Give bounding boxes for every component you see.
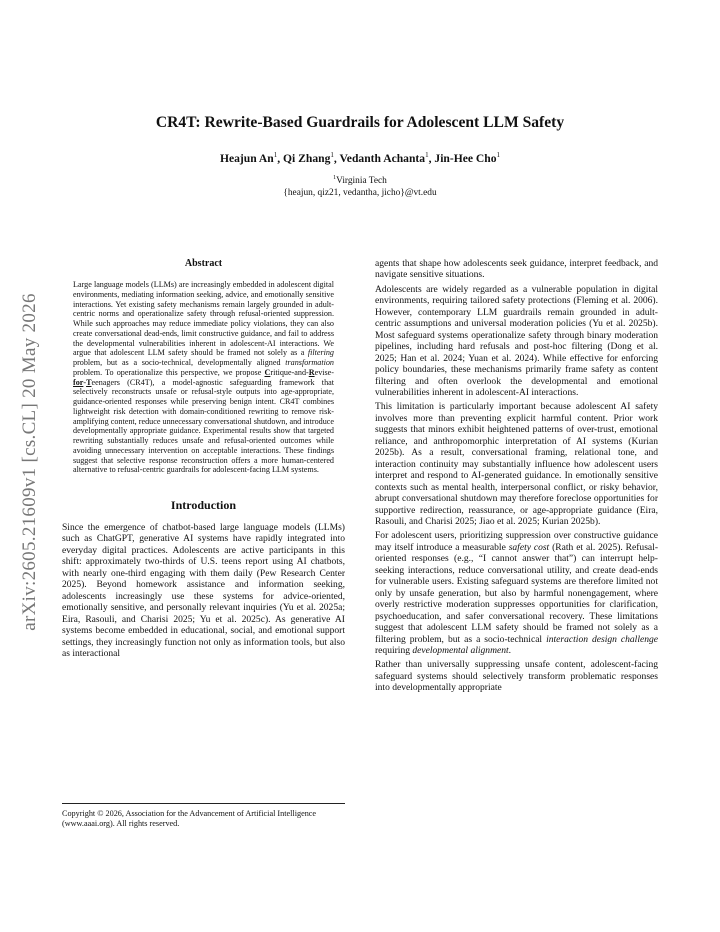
author-affiliation-mark: 1 (330, 151, 334, 159)
emphasis-filtering: filtering (307, 348, 334, 358)
paragraph: For adolescent users, prioritizing suppression over constructive guidance may itself introduce a measurable safety cost (Rath et al. 2025). Refusal-oriented responses (e.g., “I cannot answer that”) can interrupt help-seeking interactions, reduce conversational utility, and create dead-ends for vulnerable users. Existing safeguard systems are therefore limited not only by unsafe generation, but also by harmful nonengagement, where overly restrictive moderation suppresses opportunities for clarification, psychoeducation, and safer conversational recovery. These limitations suggest that adolescent LLM safety should be framed not solely as a filtering problem, but as a socio-technical interaction design challenge requiring developmental alignment. (375, 530, 659, 656)
paragraph: Rather than universally suppressing unsafe content, adolescent-facing safeguard systems should selectively transform problematic responses into developmentally appropriate (375, 659, 658, 694)
abstract-heading: Abstract (184, 258, 223, 269)
author-affiliation-mark: 1 (425, 151, 429, 159)
emphasis-developmental-alignment: developmental alignment (412, 644, 509, 656)
author-name: Qi Zhang (283, 151, 331, 165)
affiliation-mark: 1 (333, 175, 337, 181)
author-affiliation-mark: 1 (273, 151, 278, 159)
affiliation: $^1$Virginia Tech (333, 175, 387, 187)
abstract-text: Large language models (LLMs) are increasingly embedded in adolescent digital environments, mediating information seeking, advice, and emotionally sensitive interactions. Yet existing safety mechanisms remain largely grounded in adult-centric norms and operationalize safety through refusal-oriented suppression. While such approaches may reduce immediate policy violations, they can also create conversational dead-ends, limit constructive guidance, and fail to address the developmental vulnerabilities inherent in adolescent-AI interactions. We argue that adolescent LLM safety should be framed not solely as a filtering problem, but as a socio-technical, developmentally aligned transformation problem. To operationalize this perspective, we propose Critique-and-Revise-for-Teenagers (CR4T), a model-agnostic safeguarding framework that selectively reconstructs unsafe or refusal-style outputs into age-appropriate, guidance-oriented responses while preserving benign intent. CR4T combines lightweight risk detection with domain-conditioned rewriting to remove risk-amplifying content, reduce unnecessary conversational shutdown, and introduce developmentally appropriate guidance. Experimental results show that targeted rewriting substantially reduces unsafe and refusal-oriented outcomes while avoiding unnecessary intervention on acceptable interactions. These findings suggest that selective response reconstruction offers a more human-centered alternative to refusal-centric guardrails for adolescent-facing LLM systems. (73, 280, 334, 475)
paragraph: Adolescents are widely regarded as a vulnerable population in digital environments, requiring tailored safety protections (Fleming et al. 2006). However, contemporary LLM guardrails remain grounded in adult-centric assumptions and universal moderation policies (Yu et al. 2025b). Most safeguard systems operationalize safety through binary moderation pipelines, including hard refusals and post-hoc filtering (Dong et al. 2025; Han et al. 2024; Yuan et al. 2024). While effective for enforcing policy boundaries, these mechanisms primarily frame safety as content filtering and often overlook the developmental and emotional vulnerabilities inherent in adolescent-AI interactions. (375, 283, 658, 398)
paragraph: This limitation is particularly important because adolescent AI safety involves more than preventing explicit harmful content. Prior work suggests that minors exhibit heightened patterns of over-trust, emotional reliance, and anthropomorphic interpretation of AI systems (Kurian 2025b). As a result, conversational framing, relational tone, and interaction continuity may substantially influence how adolescent users interpret and respond to AI-generated guidance. In emotionally sensitive contexts such as mental health, interpersonal conflict, or risky behavior, abrupt conversational shutdown may therefore foreclose opportunities for supportive redirection, reassurance, or age-appropriate guidance (Eira, Rasouli, and Charisi 2025; Jiao et al. 2025; Kurian 2025b). (375, 401, 658, 527)
author-emails: {heajun, qiz21, vedantha, jicho}@vt.edu (283, 188, 437, 199)
paragraph: agents that shape how adolescents seek guidance, interpret feedback, and navigate sensitive situations. (375, 258, 658, 281)
introduction-paragraph: Since the emergence of chatbot-based large language models (LLMs) such as ChatGPT, generative AI systems have rapidly integrated into everyday digital practices. Adolescents are active participants in this shift: approximately two-thirds of U.S. teens report using AI chatbots, with nearly one-third engaging with them daily (Pew Research Center 2025). Beyond homework assistance and information seeking, adolescents increasingly use these systems for advice-oriented, emotionally sensitive, and personally relevant inquiries (Yu et al. 2025a; Eira, Rasouli, and Charisi 2025; Yu et al. 2025c). As generative AI systems become embedded in educational, social, and emotional support settings, they increasingly function not only as information tools, but also as interactional (62, 522, 345, 659)
emphasis-transformation: transformation (285, 358, 334, 367)
arxiv-identifier-text: arXiv:2605.21609v1 [cs.CL] 20 May 2026 (19, 293, 40, 631)
author-name: Vedanth Achanta (339, 151, 426, 165)
right-column (375, 258, 658, 697)
arxiv-identifier (20, 262, 40, 662)
paper-title: CR4T: Rewrite-Based Guardrails for Adolescent LLM Safety (155, 114, 565, 131)
emphasis-safety-cost: safety cost (508, 541, 550, 553)
author-affiliation-mark: 1 (496, 151, 501, 159)
section-heading-introduction: Introduction (170, 498, 237, 512)
emphasis-interaction-design: interaction design challenge (546, 633, 659, 645)
left-column (62, 258, 345, 659)
author-name: Heajun An (219, 151, 274, 165)
affiliation-block (0, 172, 720, 199)
author-list: Heajun An$^1$, Qi Zhang$^1$, Vedanth Achanta$^1$, Jin-Hee Cho$^1$ (219, 151, 501, 165)
author-name: Jin-Hee Cho (434, 151, 497, 165)
copyright-footnote: Copyright © 2026, Association for the Advancement of Artificial Intelligence (www.aaai.org). All rights reserved. (62, 803, 345, 829)
